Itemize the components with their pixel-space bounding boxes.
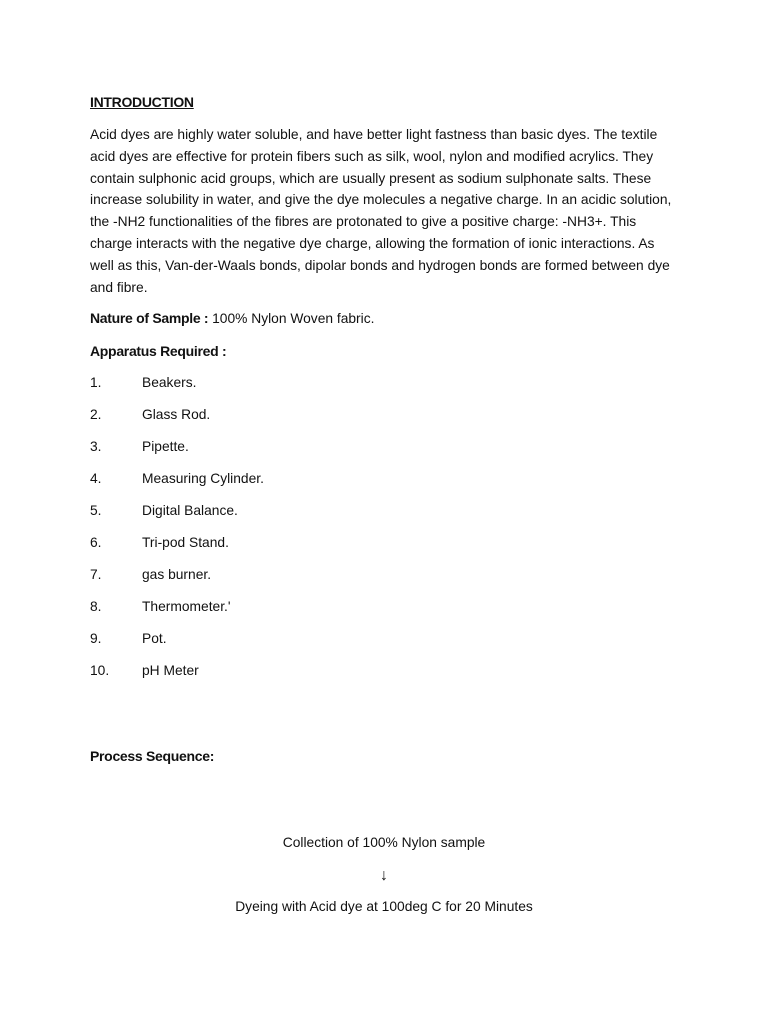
apparatus-list	[90, 373, 680, 681]
list-item-number: 5.	[90, 503, 102, 519]
list-item	[90, 373, 680, 393]
list-item	[90, 533, 680, 553]
list-item-text: Pot.	[142, 631, 167, 647]
process-step-dyeing: Dyeing with Acid dye at 100deg C for 20 Minutes	[235, 899, 533, 914]
list-item	[90, 565, 680, 585]
list-item-number: 6.	[90, 535, 102, 551]
list-item-text: Tri-pod Stand.	[142, 535, 229, 551]
sample-line	[90, 308, 680, 329]
list-item-text: gas burner.	[142, 567, 212, 583]
list-item	[90, 437, 680, 457]
sample-label: Nature of Sample :	[90, 310, 209, 327]
process-sequence-heading: Process Sequence:	[90, 748, 215, 764]
document-body	[90, 92, 680, 693]
list-item-text: Thermometer.'	[142, 599, 231, 615]
list-item	[90, 405, 680, 425]
down-arrow-icon: ↓	[380, 867, 388, 884]
list-item-number: 10.	[90, 663, 110, 679]
list-item-text: Digital Balance.	[142, 503, 238, 519]
list-item-text: pH Meter	[142, 663, 199, 679]
list-item-number: 4.	[90, 471, 102, 487]
sample-value: 100% Nylon Woven fabric.	[208, 311, 375, 327]
list-item	[90, 469, 680, 489]
apparatus-heading: Apparatus Required :	[90, 343, 227, 360]
list-item-number: 8.	[90, 599, 102, 615]
list-item	[90, 501, 680, 521]
list-item-number: 7.	[90, 567, 102, 583]
list-item-text: Pipette.	[142, 439, 189, 455]
introduction-paragraph: Acid dyes are highly water soluble, and have better light fastness than basic dyes. The textile acid dyes are effective for protein fibers such as silk, wool, nylon and modified acrylics. They contain sulphonic acid groups, which are usually present as sodium sulphonate salts. These increase solubility in water, and give the dye molecules a negative charge. In an acidic solution, the -NH2 functionalities of the fibres are protonated to give a positive charge: -NH3+. This charge interacts with the negative dye charge, allowing the formation of ionic interactions. As well as this, Van-der-Waals bonds, dipolar bonds and hydrogen bonds are formed between dye and fibre.	[90, 127, 672, 295]
list-item-text: Measuring Cylinder.	[142, 471, 264, 487]
list-item-text: Glass Rod.	[142, 407, 211, 423]
introduction-heading: INTRODUCTION	[90, 94, 194, 110]
list-item-number: 3.	[90, 439, 102, 455]
list-item-text: Beakers.	[142, 375, 197, 391]
list-item	[90, 597, 680, 617]
list-item-number: 1.	[90, 375, 102, 391]
list-item	[90, 629, 680, 649]
list-item-number: 2.	[90, 407, 102, 423]
list-item	[90, 661, 680, 681]
list-item-number: 9.	[90, 631, 102, 647]
process-step-collection: Collection of 100% Nylon sample	[282, 835, 486, 850]
